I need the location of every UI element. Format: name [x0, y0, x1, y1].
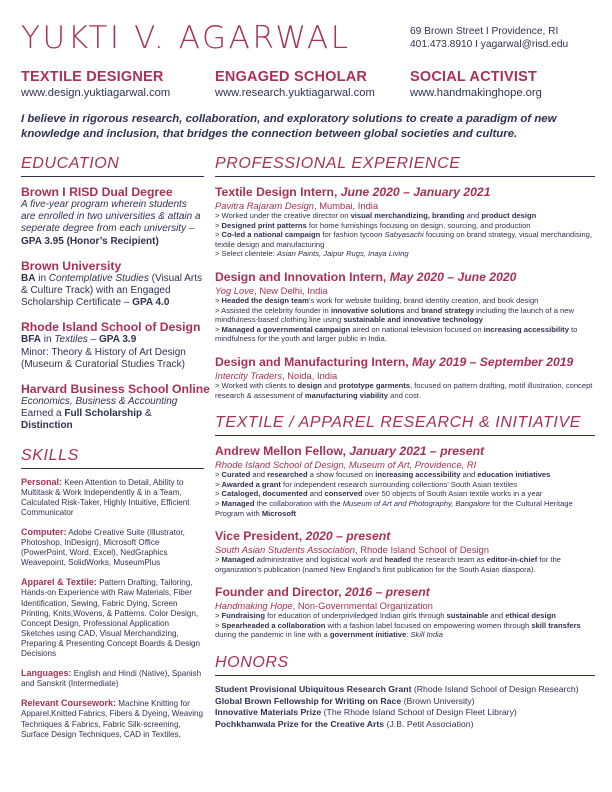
section-heading-honors: HONORS [215, 654, 595, 676]
honor-item: Pochkhanwala Prize for the Creative Arts (J.B. Petit Association) [215, 718, 474, 729]
job-bullet: > Awarded a grant for independent research surrounding collections’ South Asian textiles [215, 479, 518, 489]
experience-item [215, 185, 595, 259]
role-social-activist [410, 69, 542, 99]
honor-item: Innovative Materials Prize (The Rhode Island School of Design Fleet Library) [215, 707, 517, 718]
research-item [215, 444, 595, 518]
school-name: Brown University [21, 258, 122, 273]
skill-item: Personal: Keen Attention to Detail, Ability to Multitask & Work Independently & in a Team, Calculated Risk-Taker, Highly Intuitive, Efficient Communicator [21, 476, 190, 517]
education-minor: Minor: Theory & History of Art Design (Museum & Curatorial Studies Track) [21, 346, 186, 370]
honor-item: Global Brown Fellowship for Writing on Race (Brown University) [215, 695, 475, 706]
research-item [215, 529, 595, 574]
contact-block [410, 25, 568, 51]
section-heading-skills: SKILLS [21, 447, 204, 469]
job-organization: South Asian Students Association, Rhode Island School of Design [215, 544, 489, 556]
job-organization: Intercity Traders, Noida, India [215, 369, 338, 381]
job-bullet: > Managed the collaboration with the Museum of Art and Photography, Bangalore for the Cultural Heritage Program with Microsoft [215, 498, 573, 518]
section-heading-research: TEXTILE / APPAREL RESEARCH & INITIATIVE [215, 414, 595, 436]
right-column [215, 155, 595, 730]
job-title: Textile Design Intern, June 2020 – January 2021 [215, 185, 491, 199]
job-title: Design and Innovation Intern, May 2020 – June 2020 [215, 269, 517, 284]
tagline: I believe in rigorous research, collaboration, and exploratory solutions to create a paradigm of new knowledge and inclusion, that bridges the connection between global societies and culture. [21, 113, 557, 140]
experience-item [215, 355, 595, 400]
job-bullet: > Select clientele: Asian Paints, Jaipur Rugs, Inaya Living [215, 249, 409, 259]
role-url[interactable]: www.research.yuktiagarwal.com [215, 87, 375, 99]
education-item [21, 185, 204, 248]
role-title: TEXTILE DESIGNER [21, 69, 164, 85]
education-item [21, 320, 204, 371]
job-bullet: > Cataloged, documented and conserved over 50 objects of South Asian textile works in a year [215, 489, 543, 499]
experience-item [215, 270, 595, 344]
section-heading-education: EDUCATION [21, 155, 204, 177]
education-item [21, 382, 210, 433]
job-organization: Rhode Island School of Design, Museum of Art, Providence, RI [215, 459, 477, 471]
honor-item: Student Provisional Ubiquitous Research Grant (Rhode Island School of Design Research) [215, 684, 579, 695]
resume-name: YUKTI V. AGARWAL [21, 20, 351, 56]
education-details: BFA in Textiles – GPA 3.9 [21, 334, 137, 346]
section-heading-experience: PROFESSIONAL EXPERIENCE [215, 155, 595, 177]
job-title: Andrew Mellon Fellow, January 2021 – present [215, 444, 485, 459]
job-title: Founder and Director, 2016 – present [215, 585, 430, 600]
job-bullet: > Curated and researched a show focused on increasing accessibility and education initiatives [215, 470, 551, 480]
job-title: Vice President, 2020 – present [215, 529, 391, 544]
role-url[interactable]: www.design.yuktiagarwal.com [21, 87, 171, 99]
job-bullet: > Managed administrative and logistical work and headed the research team as editor-in-chief for the organization’s publication (named New England’s first publication for the South Asian diaspora). [215, 555, 561, 574]
job-bullet: > Fundraising for education of underpriviledged Indian girls through sustainable and ethical design [215, 611, 556, 621]
skill-item: Apparel & Textile: Pattern Drafting, Tailoring, Hands-on Experience with Raw Materials, Fiber Identification, Sewing, Fabric Dying, Screen Printing, Knits,Wovens, & Patterns. Color Design, Concept Design, Professional Application Sketches using CAD, Visual Merchandizing, Preparing & Presenting Concept Boards & Design Decisions [21, 577, 201, 659]
school-name: Harvard Business School Online [21, 382, 210, 397]
role-title: ENGAGED SCHOLAR [215, 69, 368, 85]
skill-item: Relevant Coursework: Machine Knitting for Apparel,Knitted Fabrics, Fibers & Dyeing, Weaving Techniques & Fabrics, Fabric Silk-screening, Surface Design Techniques, CAD in Textiles, [21, 698, 204, 739]
role-textile-designer [21, 69, 170, 99]
job-bullet: > Worked under the creative director on visual merchandizing, branding and product design [215, 211, 537, 220]
education-details: Earned a Full Scholarship & Distinction [21, 408, 152, 432]
job-bullet: > Assisted the celebrity founder in innovative solutions and brand strategy including the launch of a new mindfulness-based clothing line using sustainable and innovative technology [215, 305, 574, 325]
research-item [215, 585, 595, 640]
address: 69 Brown Street I Providence, RI [410, 26, 559, 37]
education-item [21, 259, 204, 310]
job-organization: Pavitra Rajaram Design, Mumbai, India [215, 200, 379, 211]
left-column [21, 155, 210, 749]
job-bullet: > Managed a governmental campaign aired on national television focused on increasing accessibility to mindfulness for the youth and larger public in India. [215, 324, 578, 344]
education-details: BA in Contemplative Studies (Visual Arts & Culture Track) with an Engaged Scholarship Certificate – GPA 4.0 [21, 272, 203, 309]
job-bullet: > Worked with clients to design and prototype garments, focused on pattern drafting, motif illustration, concept research & assessment of manufacturing viability and cost. [215, 380, 593, 400]
skill-item: Languages: English and Hindi (Native), Spanish and Sanskrit (Intermediate) [21, 668, 202, 689]
job-bullet: > Co-led a national campaign for fashion tycoon Sabyasachi focusing on brand strategy, visual merchandising, textile design and manufacturing [215, 230, 592, 249]
education-details: A five-year program wherein students are enrolled in two universities & attain a seperate degree from each university – GPA 3.95 (Honor’s Recipient) [21, 199, 201, 247]
school-name: Brown I RISD Dual Degree [21, 185, 173, 199]
role-url[interactable]: www.handmakinghope.org [410, 87, 542, 99]
role-title: SOCIAL ACTIVIST [410, 69, 538, 85]
role-engaged-scholar [215, 69, 375, 99]
job-bullet: > Headed the design team’s work for website building, brand identity creation, and book design [215, 295, 539, 305]
job-organization: Yog Love, New Delhi, India [215, 284, 328, 296]
job-organization: Handmaking Hope, Non-Governmental Organization [215, 600, 433, 612]
job-bullet: > Designed print patterns for home furnishings focusing on design, sourcing, and production [215, 220, 531, 230]
job-title: Design and Manufacturing Intern, May 2019 – September 2019 [215, 354, 574, 369]
education-details: Economics, Business & Accounting [21, 396, 178, 408]
phone-email: 401.473.8910 I yagarwal@risd.edu [410, 39, 569, 50]
skill-item: Computer: Adobe Creative Suite (Illustrator, Photoshop, InDesign), Microsoft Office (PowerPoint, Word, Excel), NedGraphics Weavepoint, SolidWorks, MuseumPlus [21, 527, 185, 568]
school-name: Rhode Island School of Design [21, 320, 201, 335]
job-bullet: > Spearheaded a collaboration with a fashion label focused on empowering women through skill transfers during the pandemic in line with a government initiative: Skill India [215, 620, 581, 640]
